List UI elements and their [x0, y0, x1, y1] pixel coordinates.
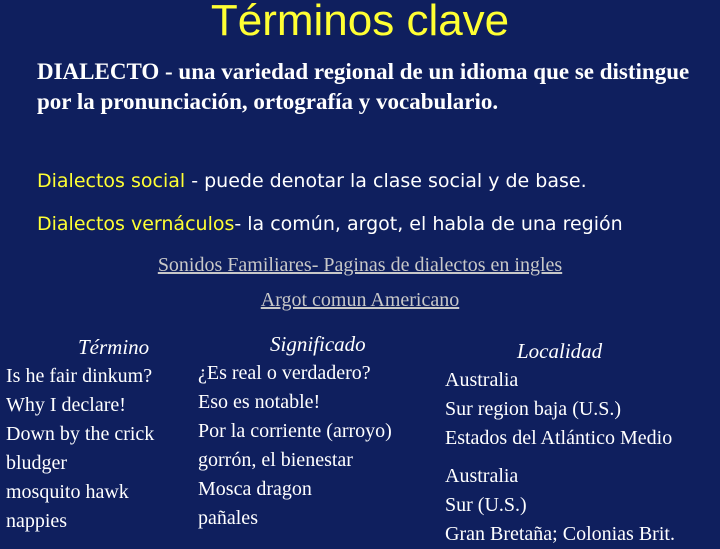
- place-item: Australia: [445, 465, 519, 487]
- meanings-column: [198, 330, 392, 533]
- term-item: nappies: [6, 510, 68, 532]
- dialecto-definition: DIALECTO - una variedad regional de un idioma que se distingue por la pronunciación, ortografía y vocabulario.: [37, 59, 690, 114]
- social-dialect-line: [37, 170, 587, 192]
- meaning-item: gorrón, el bienestar: [198, 449, 353, 471]
- term-item: Down by the crick: [6, 423, 155, 445]
- term-item: bludger: [6, 452, 68, 474]
- meaning-item: ¿Es real o verdadero?: [198, 362, 371, 384]
- link-sonidos-familiares[interactable]: Sonidos Familiares- Paginas de dialectos en ingles: [157, 254, 563, 276]
- place-item: Sur region baja (U.S.): [445, 398, 622, 420]
- meanings-header: Significado: [270, 332, 366, 356]
- social-dialect-definition: - puede denotar la clase social y de base.: [185, 170, 587, 192]
- social-dialect-term: Dialectos social: [37, 170, 186, 192]
- meaning-item: pañales: [198, 507, 258, 529]
- place-item: Sur (U.S.): [445, 494, 527, 516]
- term-item: Is he fair dinkum?: [6, 365, 153, 387]
- places-column: [445, 337, 675, 549]
- meaning-item: Mosca dragon: [198, 478, 312, 500]
- place-item: Australia: [445, 369, 519, 391]
- link-argot-comun[interactable]: Argot comun Americano: [260, 289, 460, 311]
- place-item: Estados del Atlántico Medio: [445, 427, 673, 449]
- vernacular-dialect-term: Dialectos vernáculos: [37, 213, 235, 235]
- places-header: Localidad: [517, 339, 603, 363]
- term-item: mosquito hawk: [6, 481, 129, 503]
- meaning-item: Por la corriente (arroyo): [198, 420, 392, 442]
- terms-column: [6, 333, 154, 536]
- meaning-item: Eso es notable!: [198, 391, 321, 413]
- vernacular-dialect-line: [37, 213, 623, 235]
- place-item: Gran Bretaña; Colonias Brit.: [445, 523, 675, 545]
- page-title: Términos clave: [210, 0, 510, 45]
- terms-header: Término: [78, 335, 150, 359]
- term-item: Why I declare!: [6, 394, 126, 416]
- vernacular-dialect-definition: - la común, argot, el habla de una región: [234, 213, 623, 235]
